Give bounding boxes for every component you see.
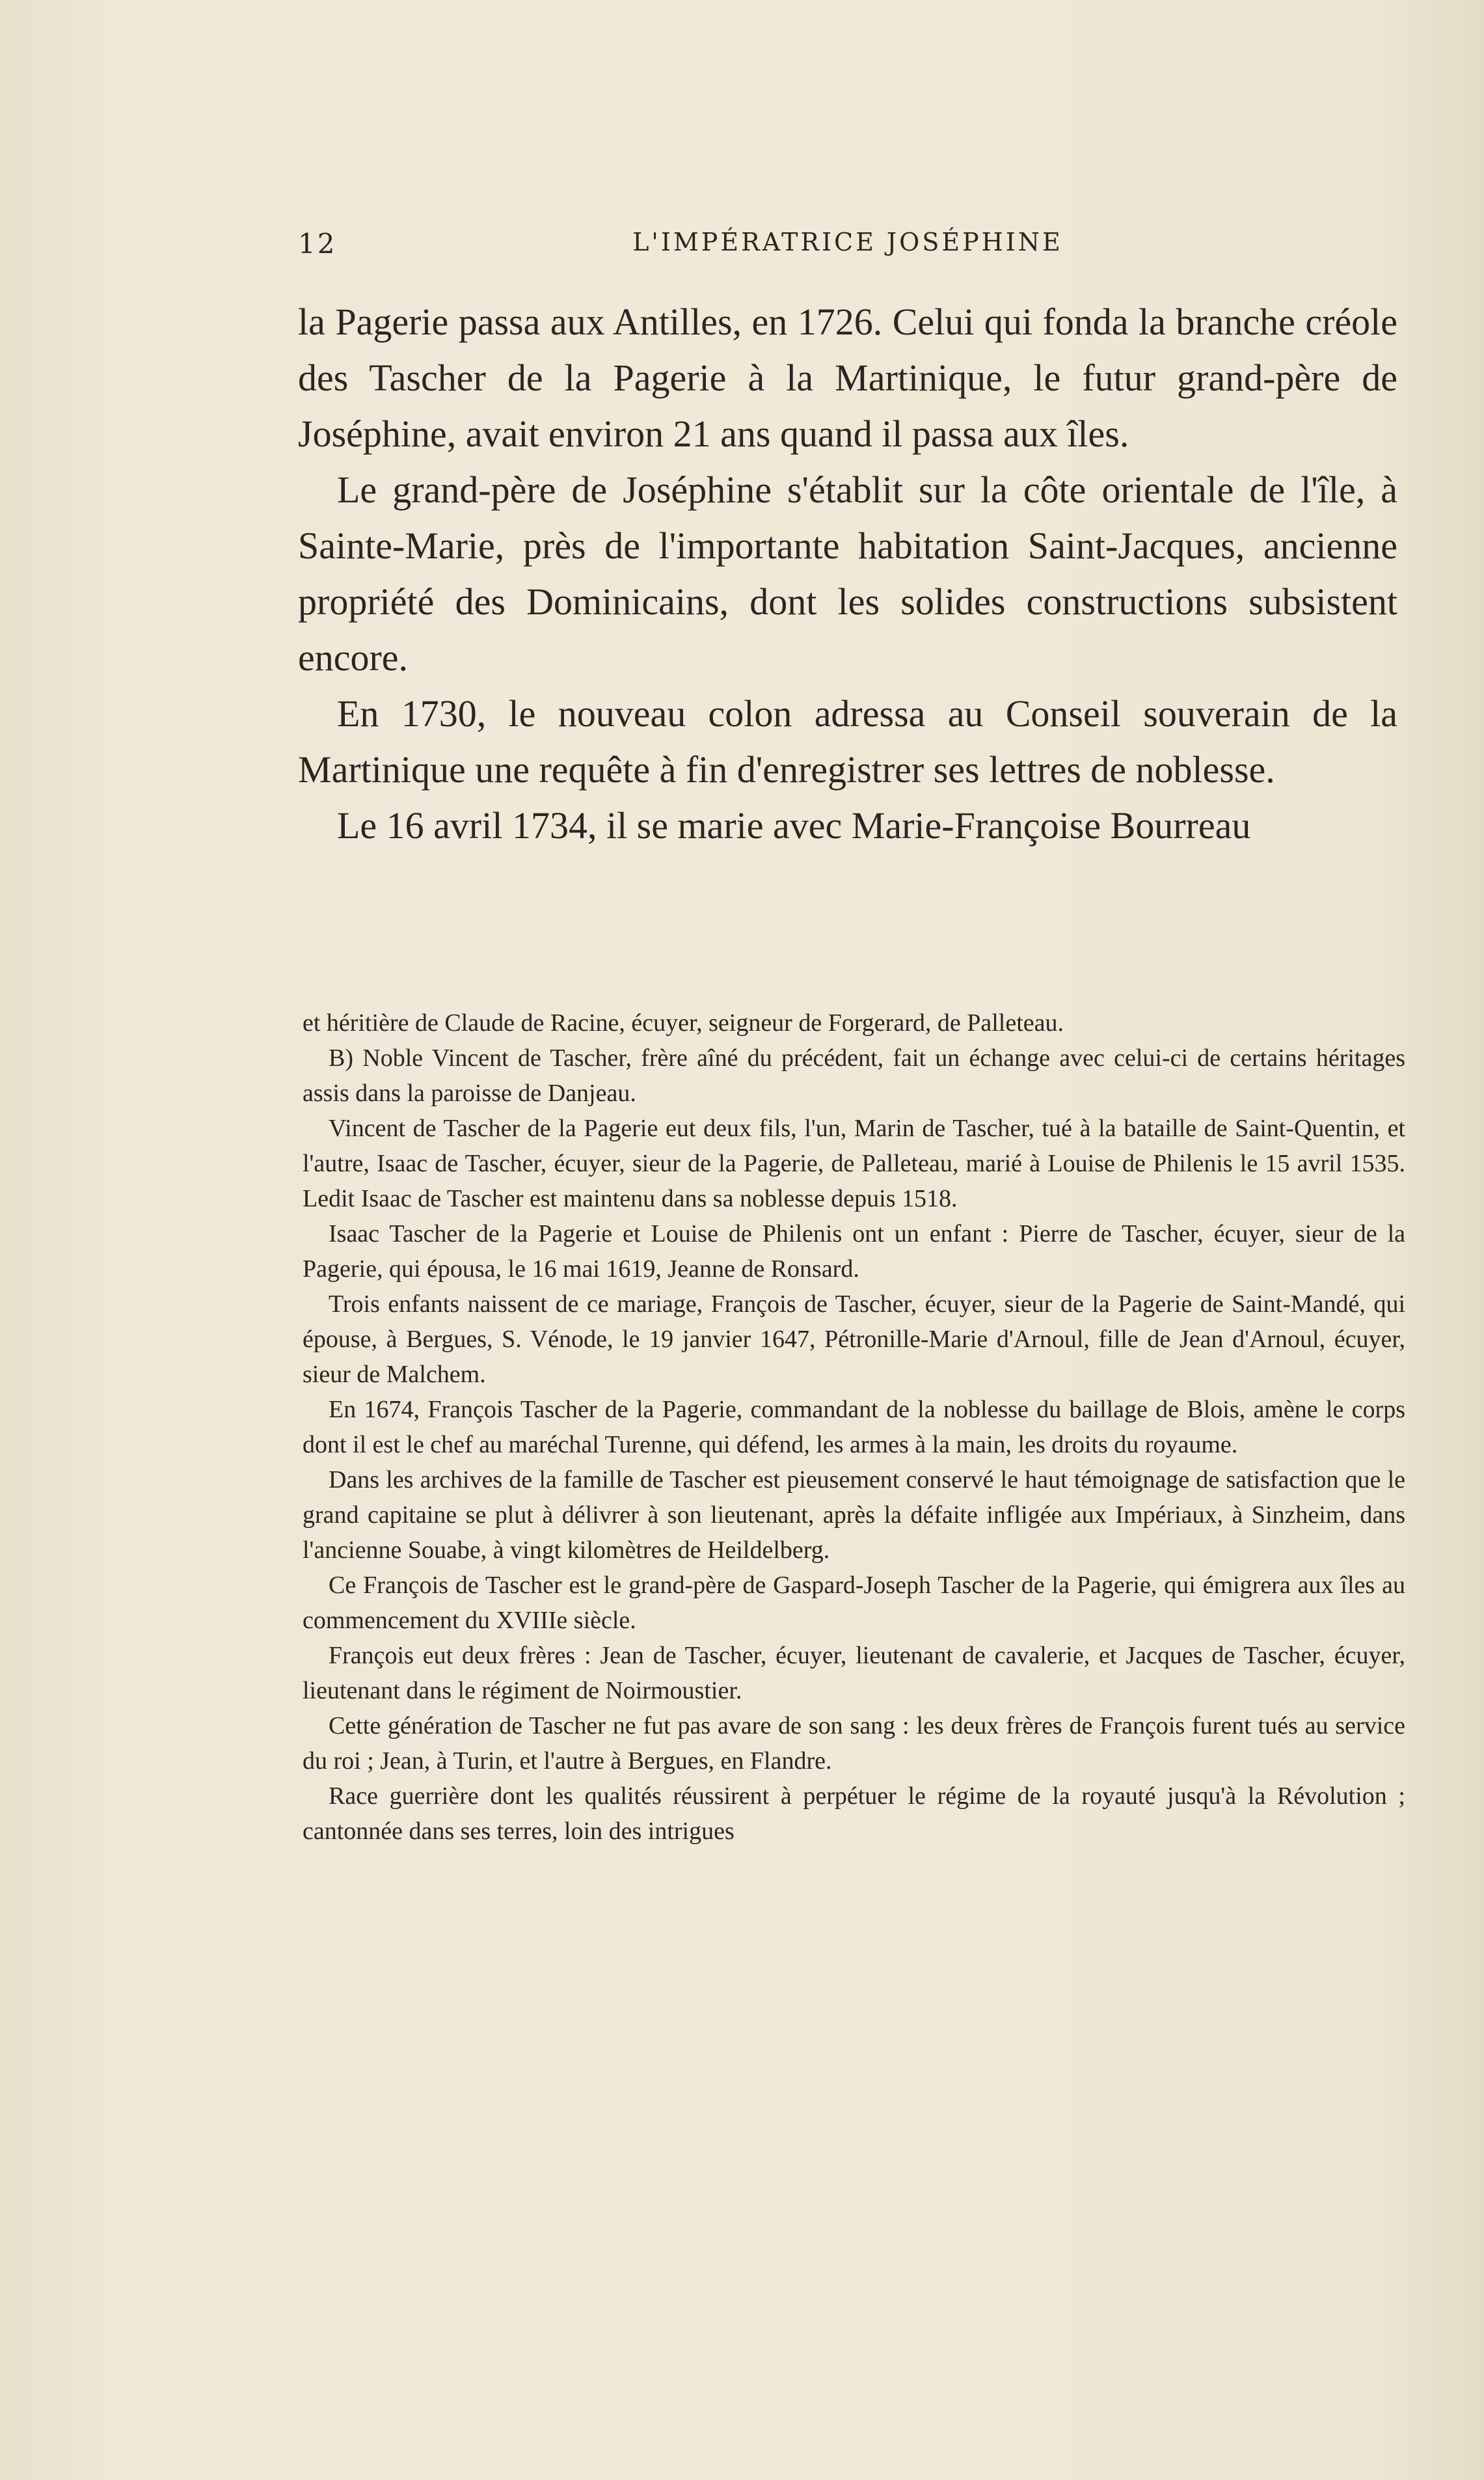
note-paragraph: Ce François de Tascher est le grand-père de Gaspard-Joseph Tascher de la Pagerie, qui émigrera aux îles au commencement du XVIIIe siècle. — [303, 1572, 1405, 1634]
note-paragraph: Trois enfants naissent de ce mariage, François de Tascher, écuyer, sieur de la Pagerie de Saint-Mandé, qui épouse, à Bergues, S. Vénode, le 19 janvier 1647, Pétronille-Marie d'Arnoul, fille de Jean d'Arnoul, écuyer, sieur de Malchem. — [303, 1290, 1405, 1388]
main-paragraph: Le grand-père de Joséphine s'établit sur la côte orientale de l'île, à Sainte-Marie, près de l'importante habitation Saint-Jacques, ancienne propriété des Dominicains, dont les solides constructions subsistent encore. — [298, 469, 1397, 679]
note-paragraph: Race guerrière dont les qualités réussirent à perpétuer le régime de la royauté jusqu'à la Révolution ; cantonnée dans ses terres, loin des intrigues — [303, 1782, 1405, 1845]
note-paragraph: Isaac Tascher de la Pagerie et Louise de Philenis ont un enfant : Pierre de Tascher, écuyer, sieur de la Pagerie, qui épousa, le 16 mai 1619, Jeanne de Ronsard. — [303, 1220, 1405, 1283]
main-paragraph: la Pagerie passa aux Antilles, en 1726. Celui qui fonda la branche créole des Tascher de la Pagerie à la Martinique, le futur grand-père de Joséphine, avait environ 21 ans quand il passa aux îles. — [298, 301, 1397, 455]
note-paragraph: François eut deux frères : Jean de Tascher, écuyer, lieutenant de cavalerie, et Jacques de Tascher, écuyer, lieutenant dans le régiment de Noirmoustier. — [303, 1642, 1405, 1704]
main-text — [298, 294, 1397, 854]
footnotes — [303, 1005, 1405, 1849]
main-paragraph: Le 16 avril 1734, il se marie avec Marie-Françoise Bourreau — [337, 804, 1251, 847]
note-paragraph: et héritière de Claude de Racine, écuyer, seigneur de Forgerard, de Palleteau. — [303, 1009, 1064, 1037]
running-head — [298, 228, 1397, 267]
note-paragraph: Dans les archives de la famille de Tascher est pieusement conservé le haut témoignage de satisfaction que le grand capitaine se plut à délivrer à son lieutenant, après la défaite infligée aux Impériaux, à Sinzheim, dans l'ancienne Souabe, à vingt kilomètres de Heildelberg. — [303, 1466, 1405, 1564]
note-paragraph: En 1674, François Tascher de la Pagerie, commandant de la noblesse du baillage de Blois, amène le corps dont il est le chef au maréchal Turenne, qui défend, les armes à la main, les droits du royaume. — [303, 1396, 1405, 1458]
note-paragraph: Vincent de Tascher de la Pagerie eut deux fils, l'un, Marin de Tascher, tué à la bataille de Saint-Quentin, et l'autre, Isaac de Tascher, écuyer, sieur de la Pagerie, de Palleteau, marié à Louise de Philenis le 15 avril 1535. Ledit Isaac de Tascher est maintenu dans sa noblesse depuis 1518. — [303, 1115, 1405, 1212]
main-paragraph: En 1730, le nouveau colon adressa au Conseil souverain de la Martinique une requête à fin d'enregistrer ses lettres de noblesse. — [298, 692, 1397, 791]
running-title: L'IMPÉRATRICE JOSÉPHINE — [632, 228, 1063, 256]
note-paragraph: B) Noble Vincent de Tascher, frère aîné du précédent, fait un échange avec celui-ci de certains héritages assis dans la paroisse de Danjeau. — [303, 1044, 1405, 1107]
page-number: 12 — [298, 228, 337, 260]
note-paragraph: Cette génération de Tascher ne fut pas avare de son sang : les deux frères de François furent tués au service du roi ; Jean, à Turin, et l'autre à Bergues, en Flandre. — [303, 1712, 1405, 1775]
